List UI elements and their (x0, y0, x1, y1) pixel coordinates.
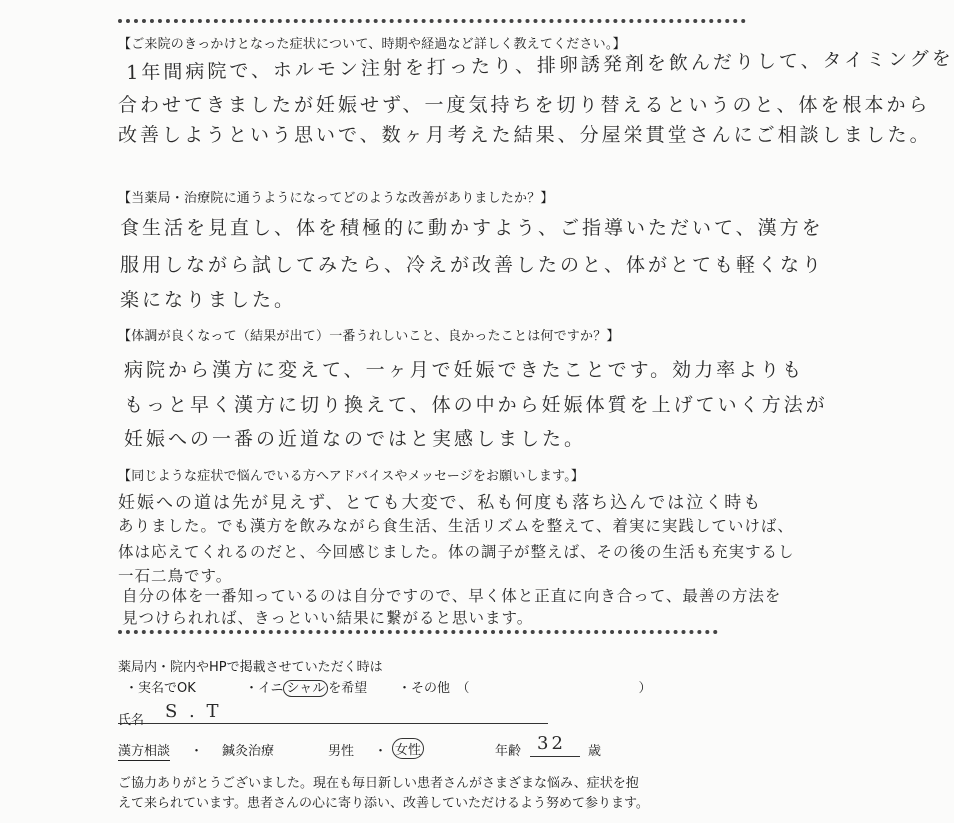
answer-1-line-2: 合わせてきましたが妊娠せず、一度気持ちを切り替えるというのと、体を根本から (118, 94, 931, 116)
age-value: 32 (537, 733, 566, 754)
question-3: 【体調が良くなって（結果が出て）一番うれしいこと、良かったことは何ですか？】 (118, 329, 620, 344)
acupuncture-label[interactable]: 鍼灸治療 (222, 744, 275, 759)
option-initial-pre: ・イニ (245, 681, 284, 696)
answer-1-line-3: 改善しようという思いで、数ヶ月考えた結果、分屋栄貫堂さんにご相談しました。 (118, 124, 932, 146)
answer-4-line-1: 妊娠への道は先が見えず、とても大変で、私も何度も落ち込んでは泣く時も (118, 493, 763, 513)
answer-4-line-5: 自分の体を一番知っているのは自分ですので、早く体と正直に向き合って、最善の方法を (122, 587, 782, 605)
option-initial-post: を希望 (328, 681, 368, 696)
male-option[interactable]: 男性 (328, 744, 355, 759)
answer-3-line-3: 妊娠への一番の近道なのではと実感しました。 (124, 428, 587, 450)
age-label: 年齢 (495, 744, 522, 759)
name-label: 氏名 (118, 713, 145, 728)
separator-2: ・ (374, 744, 388, 759)
age-unit: 歳 (588, 744, 602, 759)
option-initial-circled: シャル (283, 680, 328, 697)
thanks-line-1: ご協力ありがとうございました。現在も毎日新しい患者さんがさまざまな悩み、症状を抱 (118, 776, 639, 791)
answer-3-line-1: 病院から漢方に変えて、一ヶ月で妊娠できたことです。効力率よりも (124, 359, 805, 381)
answer-4-line-4: 一石二鳥です。 (118, 567, 233, 585)
name-value: S . T (165, 701, 222, 722)
separator-1: ・ (190, 744, 204, 759)
female-option[interactable]: 女性 (392, 738, 424, 759)
question-4: 【同じような症状で悩んでいる方へアドバイスやメッセージをお願いします。】 (118, 469, 585, 484)
answer-4-line-6: 見つけられれば、きっといい結果に繋がると思います。 (122, 609, 534, 627)
question-1: 【ご来院のきっかけとなった症状について、時期や経過など詳しく教えてください。】 (118, 37, 626, 52)
question-2: 【当薬局・治療院に通うようになってどのような改善がありましたか？】 (118, 191, 554, 206)
answer-4-line-3: 体は応えてくれるのだと、今回感じました。体の調子が整えば、その後の生活も充実するし (118, 543, 795, 561)
name-underline (118, 723, 548, 724)
answer-1-line-1: 1年間病院で、ホルモン注射を打ったり、排卵誘発剤を飲んだりして、タイミングを (126, 47, 954, 84)
option-realname[interactable]: ・実名でOK (125, 681, 196, 696)
answer-2-line-3: 楽になりました。 (120, 289, 297, 311)
option-other[interactable]: ・その他 （ ） (398, 681, 652, 696)
answer-2-line-1: 食生活を見直し、体を積極的に動かすよう、ご指導いただいて、漢方を (120, 217, 824, 239)
top-dotted-divider (118, 19, 746, 23)
kampo-label[interactable]: 漢方相談 (118, 740, 170, 761)
answer-2-line-2: 服用しながら試してみたら、冷えが改善したのと、体がとても軽くなり (120, 254, 825, 276)
answer-3-line-2: もっと早く漢方に切り換えて、体の中から妊娠体質を上げていく方法が (124, 394, 828, 416)
answer-4-line-2: ありました。でも漢方を飲みながら食生活、生活リズムを整えて、着実に実践していけば、 (118, 517, 794, 535)
age-underline (530, 756, 580, 757)
publish-label: 薬局内・院内やHPで掲載させていただく時は (118, 660, 383, 675)
option-initial[interactable] (245, 677, 367, 696)
thanks-line-2: えて来られています。患者さんの心に寄り添い、改善していただけるよう努めて参ります。 (118, 796, 649, 811)
bottom-dotted-divider (118, 630, 718, 634)
